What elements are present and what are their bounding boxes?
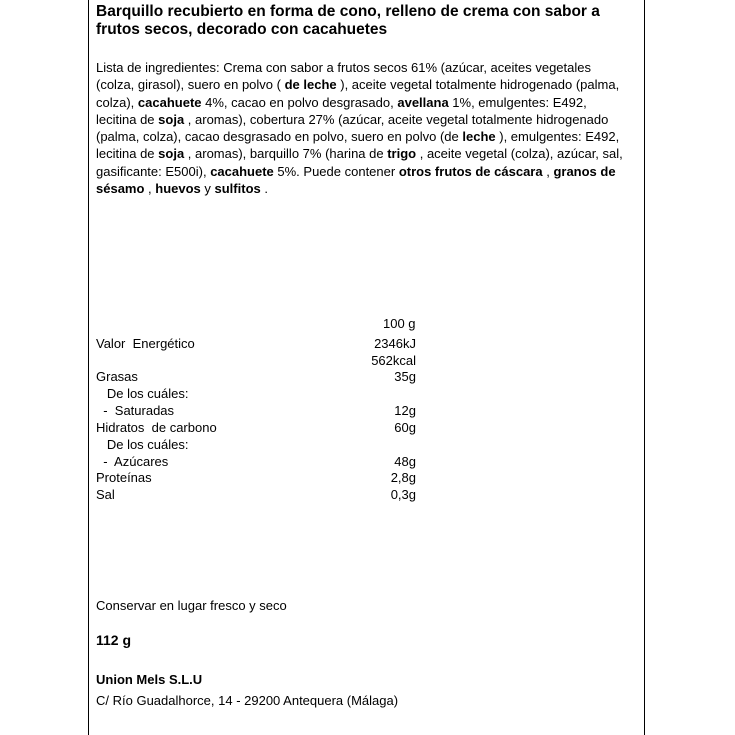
allergen-text: avellana (397, 94, 449, 110)
ingredient-text: 1%, emulgentes: E492, lecitina de (96, 94, 587, 127)
nutrition-row (96, 436, 456, 453)
nutrient-value: 2,8g (390, 470, 416, 485)
allergen-text: granos de sésamo (96, 163, 616, 197)
nutrient-name: De los cuáles: (96, 386, 189, 401)
allergen-text: trigo (387, 146, 417, 162)
ingredient-text: ), aceite vegetal totalmente hidrogenado (palma, colza), (96, 77, 620, 110)
ingredient-text: , (144, 181, 156, 197)
nutrition-row (96, 453, 456, 470)
nutrition-header: 100 g (383, 316, 416, 331)
nutrient-value: 60g (394, 420, 416, 435)
allergen-text: huevos (155, 181, 201, 197)
nutrient-value: 0,3g (390, 487, 416, 502)
nutrient-value: 2346kJ (374, 336, 416, 351)
nutrition-row (96, 419, 456, 436)
nutrient-name: - Azúcares (96, 454, 169, 469)
ingredient-text: , aromas), cobertura 27% (azúcar, aceite vegetal totalmente hidrogenado (palma, colza), cacao desgrasado en polvo, suero en polvo (de (96, 111, 609, 145)
storage-instructions: Conservar en lugar fresco y seco (96, 598, 287, 613)
allergen-text: otros frutos de cáscara (398, 163, 543, 179)
allergen-text: cacahuete (137, 94, 202, 110)
allergen-text: sulfitos (214, 181, 261, 197)
nutrient-name: Hidratos de carbono (96, 420, 217, 435)
nutrient-value: 35g (394, 369, 416, 384)
nutrition-row (96, 469, 456, 486)
nutrient-value: 562kcal (371, 353, 416, 368)
ingredient-text: y (200, 181, 215, 197)
allergen-text: soja (158, 111, 185, 127)
nutrition-row (96, 486, 456, 503)
allergen-text: cacahuete (210, 163, 274, 179)
nutrition-row (96, 335, 456, 352)
ingredient-text: 5%. Puede contener (273, 163, 399, 179)
nutrient-name: Grasas (96, 369, 138, 384)
nutrient-name: Valor Energético (96, 336, 195, 351)
allergen-text: soja (158, 146, 185, 162)
nutrition-row (96, 385, 456, 402)
net-weight: 112 g (96, 632, 132, 648)
nutrition-row (96, 352, 456, 369)
ingredient-text: . (260, 181, 268, 197)
nutrient-name: - Saturadas (96, 403, 175, 418)
nutrient-name: De los cuáles: (96, 437, 189, 452)
ingredients-list (96, 59, 626, 197)
nutrient-name: Proteínas (96, 470, 152, 485)
nutrient-name: Sal (96, 487, 115, 502)
ingredient-text: ), emulgentes: E492, lecitina de (96, 129, 620, 162)
allergen-text: de leche (284, 77, 337, 93)
allergen-text: leche (462, 129, 496, 145)
ingredient-text: 4%, cacao en polvo desgrasado, (201, 94, 398, 110)
nutrient-value: 48g (394, 454, 416, 469)
ingredient-text: , aromas), barquillo 7% (harina de (184, 146, 388, 162)
nutrition-row (96, 368, 456, 385)
manufacturer-address: C/ Río Guadalhorce, 14 - 29200 Antequera (Málaga) (96, 693, 399, 708)
manufacturer-name: Union Mels S.L.U (96, 672, 203, 687)
product-title: Barquillo recubierto en forma de cono, relleno de crema con sabor a frutos secos, decorado con cacahuetes (96, 3, 600, 38)
ingredient-text: , (542, 163, 554, 179)
ingredient-text: Lista de ingredientes: Crema con sabor a frutos secos 61% (azúcar, aceites vegetales (colza, girasol), suero en polvo ( (96, 60, 591, 93)
nutrient-value: 12g (394, 403, 416, 418)
nutrition-row (96, 402, 456, 419)
ingredient-text: , aceite vegetal (colza), azúcar, sal, gasificante: E500i), (96, 146, 623, 179)
